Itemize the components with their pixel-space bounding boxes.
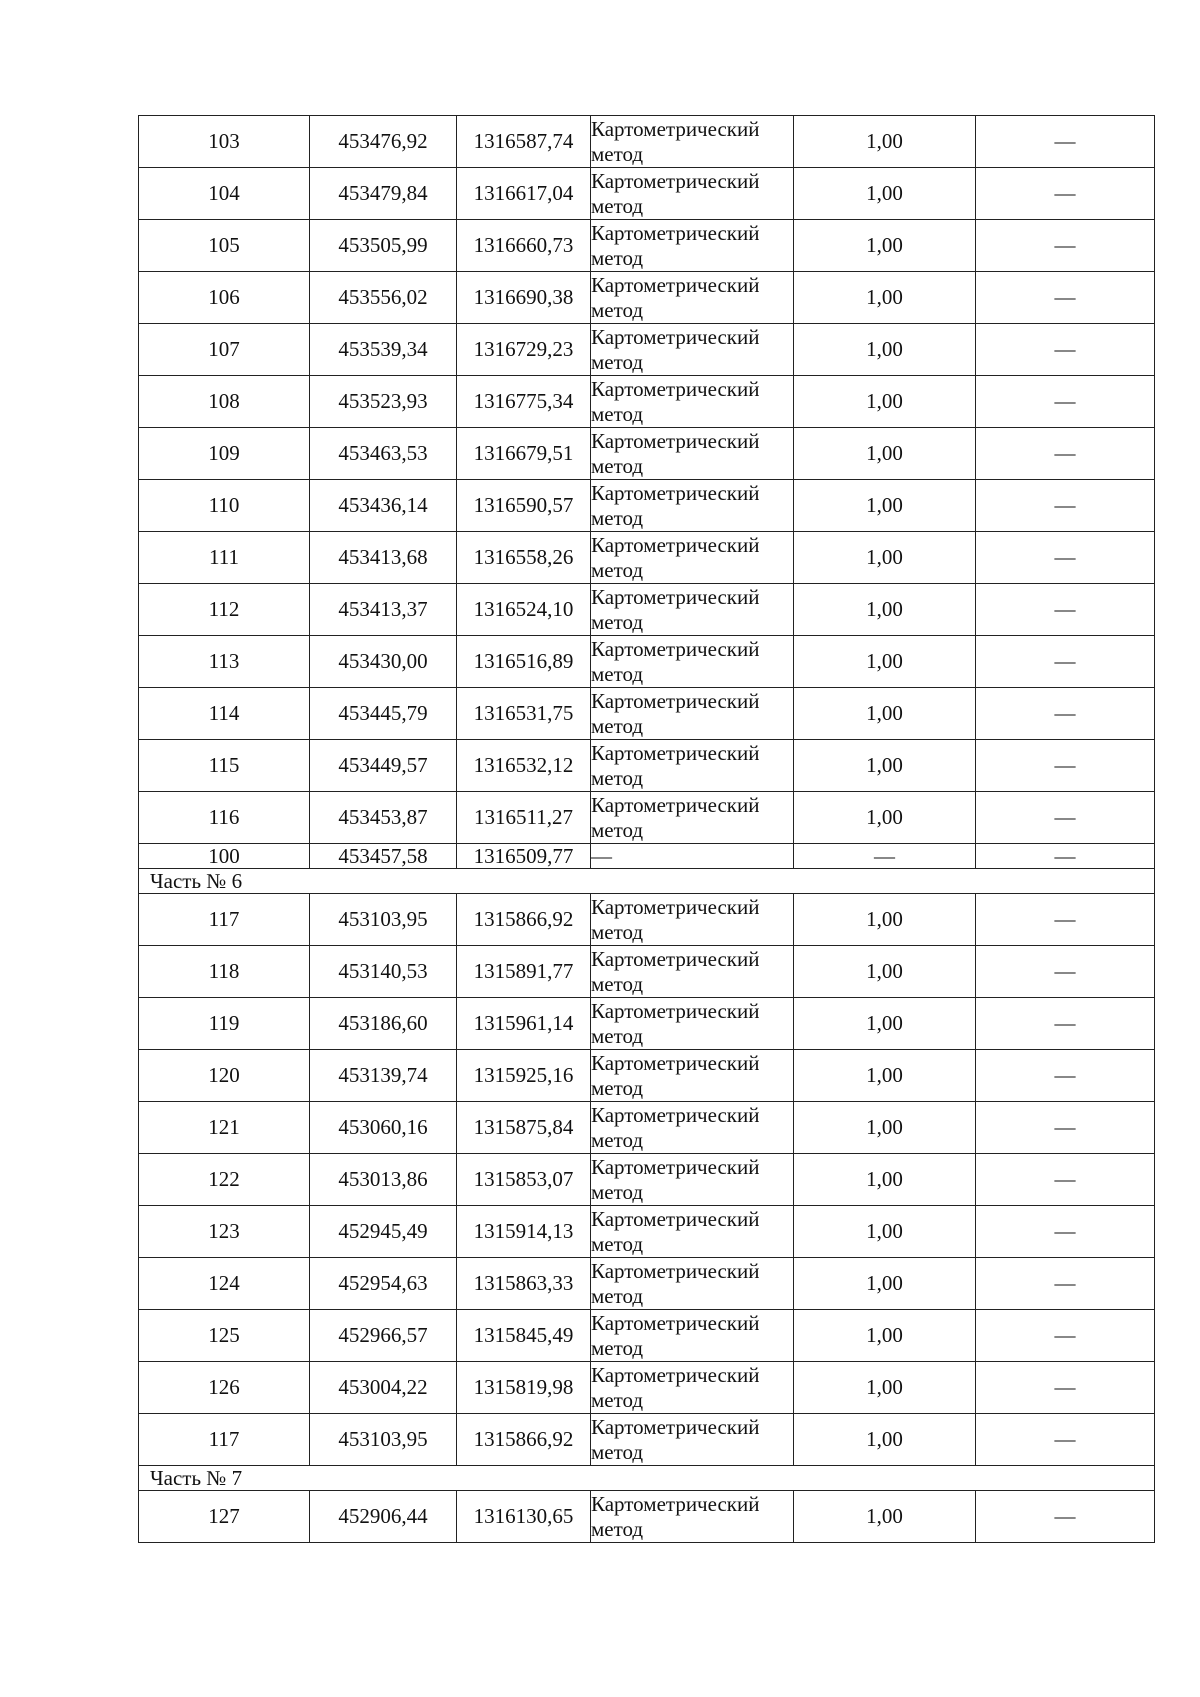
method-line1: Картометрический — [591, 946, 760, 971]
method-line2: метод — [591, 971, 644, 996]
point-number-cell: 111 — [139, 532, 310, 584]
method-line1: Картометрический — [591, 1310, 760, 1335]
accuracy-cell: — — [794, 844, 976, 869]
method-line2: метод — [591, 1023, 644, 1048]
method-line2: метод — [591, 453, 644, 478]
table-row — [139, 1362, 1155, 1414]
table-row — [139, 1154, 1155, 1206]
point-number-cell: 117 — [139, 1414, 310, 1466]
coordinates-table — [138, 115, 1155, 1543]
table-row — [139, 376, 1155, 428]
method-line1: Картометрический — [591, 272, 760, 297]
accuracy-cell: 1,00 — [794, 1491, 976, 1543]
part-header-row — [139, 1466, 1155, 1491]
y-coordinate-cell: 1316531,75 — [457, 688, 591, 740]
method-line2: метод — [591, 141, 644, 166]
point-number-cell: 124 — [139, 1258, 310, 1310]
method-line1: Картометрический — [591, 1206, 760, 1231]
table-row — [139, 272, 1155, 324]
accuracy-cell: 1,00 — [794, 272, 976, 324]
table-row — [139, 480, 1155, 532]
method-cell — [591, 792, 794, 844]
method-cell — [591, 1414, 794, 1466]
point-number-cell: 113 — [139, 636, 310, 688]
description-cell: — — [976, 116, 1155, 168]
point-number-cell: 106 — [139, 272, 310, 324]
part-label: Часть № 6 — [139, 869, 1155, 894]
description-cell: — — [976, 792, 1155, 844]
description-cell: — — [976, 1491, 1155, 1543]
x-coordinate-cell: 453413,37 — [310, 584, 457, 636]
point-number-cell: 103 — [139, 116, 310, 168]
method-line1: Картометрический — [591, 428, 760, 453]
method-line2: метод — [591, 1335, 644, 1360]
method-cell — [591, 116, 794, 168]
table-row — [139, 584, 1155, 636]
x-coordinate-cell: 453445,79 — [310, 688, 457, 740]
method-line1: Картометрический — [591, 1258, 760, 1283]
method-cell — [591, 168, 794, 220]
point-number-cell: 126 — [139, 1362, 310, 1414]
method-cell — [591, 376, 794, 428]
y-coordinate-cell: 1316775,34 — [457, 376, 591, 428]
method-line1: Картометрический — [591, 1050, 760, 1075]
description-cell: — — [976, 740, 1155, 792]
point-number-cell: 109 — [139, 428, 310, 480]
y-coordinate-cell: 1316660,73 — [457, 220, 591, 272]
method-line1: Картометрический — [591, 1491, 760, 1516]
y-coordinate-cell: 1316617,04 — [457, 168, 591, 220]
method-line1: Картометрический — [591, 998, 760, 1023]
x-coordinate-cell: 452954,63 — [310, 1258, 457, 1310]
y-coordinate-cell: 1316516,89 — [457, 636, 591, 688]
method-line2: метод — [591, 1179, 644, 1204]
method-line2: метод — [591, 713, 644, 738]
method-line1: Картометрический — [591, 1362, 760, 1387]
method-line2: метод — [591, 661, 644, 686]
table-row — [139, 1102, 1155, 1154]
x-coordinate-cell: 453013,86 — [310, 1154, 457, 1206]
accuracy-cell: 1,00 — [794, 636, 976, 688]
method-cell — [591, 324, 794, 376]
table-row — [139, 532, 1155, 584]
y-coordinate-cell: 1315925,16 — [457, 1050, 591, 1102]
description-cell: — — [976, 480, 1155, 532]
point-number-cell: 119 — [139, 998, 310, 1050]
point-number-cell: 100 — [139, 844, 310, 869]
method-line2: метод — [591, 1516, 644, 1541]
part-header-row — [139, 869, 1155, 894]
point-number-cell: 110 — [139, 480, 310, 532]
method-cell — [591, 1258, 794, 1310]
table-row — [139, 946, 1155, 998]
method-line2: метод — [591, 401, 644, 426]
method-cell — [591, 844, 794, 869]
method-cell — [591, 688, 794, 740]
method-line2: метод — [591, 1439, 644, 1464]
point-number-cell: 127 — [139, 1491, 310, 1543]
x-coordinate-cell: 453476,92 — [310, 116, 457, 168]
y-coordinate-cell: 1315875,84 — [457, 1102, 591, 1154]
y-coordinate-cell: 1316587,74 — [457, 116, 591, 168]
x-coordinate-cell: 453140,53 — [310, 946, 457, 998]
table-row — [139, 1310, 1155, 1362]
accuracy-cell: 1,00 — [794, 324, 976, 376]
method-line2: метод — [591, 1387, 644, 1412]
y-coordinate-cell: 1315914,13 — [457, 1206, 591, 1258]
x-coordinate-cell: 453186,60 — [310, 998, 457, 1050]
method-line2: метод — [591, 1127, 644, 1152]
description-cell: — — [976, 324, 1155, 376]
accuracy-cell: 1,00 — [794, 428, 976, 480]
description-cell: — — [976, 272, 1155, 324]
method-line1: Картометрический — [591, 636, 760, 661]
method-line2: метод — [591, 1231, 644, 1256]
x-coordinate-cell: 453139,74 — [310, 1050, 457, 1102]
method-line1: — — [591, 844, 612, 868]
method-line1: Картометрический — [591, 584, 760, 609]
x-coordinate-cell: 453556,02 — [310, 272, 457, 324]
method-cell — [591, 1154, 794, 1206]
description-cell: — — [976, 844, 1155, 869]
point-number-cell: 104 — [139, 168, 310, 220]
method-line1: Картометрический — [591, 376, 760, 401]
method-line2: метод — [591, 609, 644, 634]
x-coordinate-cell: 453479,84 — [310, 168, 457, 220]
method-line1: Картометрический — [591, 792, 760, 817]
method-cell — [591, 636, 794, 688]
description-cell: — — [976, 584, 1155, 636]
x-coordinate-cell: 453457,58 — [310, 844, 457, 869]
part-label: Часть № 7 — [139, 1466, 1155, 1491]
method-line1: Картометрический — [591, 168, 760, 193]
y-coordinate-cell: 1316729,23 — [457, 324, 591, 376]
accuracy-cell: 1,00 — [794, 1362, 976, 1414]
accuracy-cell: 1,00 — [794, 998, 976, 1050]
y-coordinate-cell: 1316130,65 — [457, 1491, 591, 1543]
accuracy-cell: 1,00 — [794, 688, 976, 740]
x-coordinate-cell: 453463,53 — [310, 428, 457, 480]
description-cell: — — [976, 168, 1155, 220]
description-cell: — — [976, 1050, 1155, 1102]
y-coordinate-cell: 1316511,27 — [457, 792, 591, 844]
x-coordinate-cell: 453449,57 — [310, 740, 457, 792]
description-cell: — — [976, 1362, 1155, 1414]
accuracy-cell: 1,00 — [794, 376, 976, 428]
description-cell: — — [976, 894, 1155, 946]
accuracy-cell: 1,00 — [794, 894, 976, 946]
table-row — [139, 428, 1155, 480]
description-cell: — — [976, 1206, 1155, 1258]
table-row — [139, 688, 1155, 740]
accuracy-cell: 1,00 — [794, 1414, 976, 1466]
method-line2: метод — [591, 1075, 644, 1100]
method-cell — [591, 532, 794, 584]
x-coordinate-cell: 453103,95 — [310, 1414, 457, 1466]
x-coordinate-cell: 453436,14 — [310, 480, 457, 532]
method-line1: Картометрический — [591, 688, 760, 713]
method-line2: метод — [591, 1283, 644, 1308]
x-coordinate-cell: 453413,68 — [310, 532, 457, 584]
point-number-cell: 105 — [139, 220, 310, 272]
accuracy-cell: 1,00 — [794, 740, 976, 792]
y-coordinate-cell: 1316524,10 — [457, 584, 591, 636]
method-line2: метод — [591, 557, 644, 582]
x-coordinate-cell: 452945,49 — [310, 1206, 457, 1258]
accuracy-cell: 1,00 — [794, 1310, 976, 1362]
method-cell — [591, 584, 794, 636]
y-coordinate-cell: 1315866,92 — [457, 1414, 591, 1466]
y-coordinate-cell: 1315863,33 — [457, 1258, 591, 1310]
accuracy-cell: 1,00 — [794, 480, 976, 532]
y-coordinate-cell: 1315819,98 — [457, 1362, 591, 1414]
accuracy-cell: 1,00 — [794, 1206, 976, 1258]
point-number-cell: 112 — [139, 584, 310, 636]
method-line2: метод — [591, 193, 644, 218]
point-number-cell: 118 — [139, 946, 310, 998]
table-row — [139, 1050, 1155, 1102]
method-line1: Картометрический — [591, 532, 760, 557]
accuracy-cell: 1,00 — [794, 168, 976, 220]
accuracy-cell: 1,00 — [794, 946, 976, 998]
description-cell: — — [976, 428, 1155, 480]
description-cell: — — [976, 688, 1155, 740]
y-coordinate-cell: 1315891,77 — [457, 946, 591, 998]
x-coordinate-cell: 453539,34 — [310, 324, 457, 376]
method-cell — [591, 1362, 794, 1414]
method-line2: метод — [591, 297, 644, 322]
coordinates-table-body — [139, 116, 1155, 1543]
x-coordinate-cell: 453004,22 — [310, 1362, 457, 1414]
y-coordinate-cell: 1315853,07 — [457, 1154, 591, 1206]
method-line2: метод — [591, 349, 644, 374]
table-row — [139, 1206, 1155, 1258]
point-number-cell: 107 — [139, 324, 310, 376]
table-row — [139, 168, 1155, 220]
table-row — [139, 792, 1155, 844]
description-cell: — — [976, 1310, 1155, 1362]
point-number-cell: 108 — [139, 376, 310, 428]
method-line1: Картометрический — [591, 1154, 760, 1179]
table-row — [139, 220, 1155, 272]
point-number-cell: 123 — [139, 1206, 310, 1258]
accuracy-cell: 1,00 — [794, 116, 976, 168]
table-row — [139, 894, 1155, 946]
point-number-cell: 116 — [139, 792, 310, 844]
description-cell: — — [976, 636, 1155, 688]
method-line1: Картометрический — [591, 220, 760, 245]
y-coordinate-cell: 1316532,12 — [457, 740, 591, 792]
method-line2: метод — [591, 817, 644, 842]
table-row — [139, 324, 1155, 376]
x-coordinate-cell: 453060,16 — [310, 1102, 457, 1154]
description-cell: — — [976, 1258, 1155, 1310]
point-number-cell: 115 — [139, 740, 310, 792]
table-row — [139, 1258, 1155, 1310]
method-cell — [591, 1206, 794, 1258]
y-coordinate-cell: 1316690,38 — [457, 272, 591, 324]
description-cell: — — [976, 532, 1155, 584]
accuracy-cell: 1,00 — [794, 792, 976, 844]
method-line1: Картометрический — [591, 1102, 760, 1127]
table-row — [139, 740, 1155, 792]
method-cell — [591, 998, 794, 1050]
method-cell — [591, 1310, 794, 1362]
description-cell: — — [976, 1414, 1155, 1466]
accuracy-cell: 1,00 — [794, 1154, 976, 1206]
x-coordinate-cell: 453103,95 — [310, 894, 457, 946]
table-row — [139, 1414, 1155, 1466]
accuracy-cell: 1,00 — [794, 584, 976, 636]
y-coordinate-cell: 1316590,57 — [457, 480, 591, 532]
x-coordinate-cell: 453430,00 — [310, 636, 457, 688]
y-coordinate-cell: 1315961,14 — [457, 998, 591, 1050]
x-coordinate-cell: 453523,93 — [310, 376, 457, 428]
description-cell: — — [976, 220, 1155, 272]
table-row — [139, 1491, 1155, 1543]
point-number-cell: 120 — [139, 1050, 310, 1102]
accuracy-cell: 1,00 — [794, 1050, 976, 1102]
method-cell — [591, 946, 794, 998]
point-number-cell: 121 — [139, 1102, 310, 1154]
y-coordinate-cell: 1315845,49 — [457, 1310, 591, 1362]
method-line2: метод — [591, 765, 644, 790]
method-cell — [591, 1102, 794, 1154]
method-cell — [591, 272, 794, 324]
point-number-cell: 114 — [139, 688, 310, 740]
description-cell: — — [976, 1154, 1155, 1206]
point-number-cell: 122 — [139, 1154, 310, 1206]
table-row — [139, 636, 1155, 688]
accuracy-cell: 1,00 — [794, 532, 976, 584]
method-cell — [591, 1491, 794, 1543]
y-coordinate-cell: 1315866,92 — [457, 894, 591, 946]
method-line2: метод — [591, 919, 644, 944]
method-line1: Картометрический — [591, 894, 760, 919]
method-line1: Картометрический — [591, 1414, 760, 1439]
x-coordinate-cell: 453453,87 — [310, 792, 457, 844]
table-row — [139, 116, 1155, 168]
method-line1: Картометрический — [591, 740, 760, 765]
description-cell: — — [976, 998, 1155, 1050]
method-line2: метод — [591, 505, 644, 530]
x-coordinate-cell: 453505,99 — [310, 220, 457, 272]
table-row — [139, 844, 1155, 869]
method-cell — [591, 480, 794, 532]
accuracy-cell: 1,00 — [794, 220, 976, 272]
description-cell: — — [976, 946, 1155, 998]
y-coordinate-cell: 1316558,26 — [457, 532, 591, 584]
point-number-cell: 125 — [139, 1310, 310, 1362]
method-line1: Картометрический — [591, 116, 760, 141]
y-coordinate-cell: 1316509,77 — [457, 844, 591, 869]
method-line1: Картометрический — [591, 480, 760, 505]
point-number-cell: 117 — [139, 894, 310, 946]
description-cell: — — [976, 376, 1155, 428]
accuracy-cell: 1,00 — [794, 1102, 976, 1154]
y-coordinate-cell: 1316679,51 — [457, 428, 591, 480]
description-cell: — — [976, 1102, 1155, 1154]
accuracy-cell: 1,00 — [794, 1258, 976, 1310]
method-cell — [591, 740, 794, 792]
method-line2: метод — [591, 245, 644, 270]
x-coordinate-cell: 452966,57 — [310, 1310, 457, 1362]
method-cell — [591, 428, 794, 480]
method-line1: Картометрический — [591, 324, 760, 349]
method-cell — [591, 220, 794, 272]
method-cell — [591, 1050, 794, 1102]
x-coordinate-cell: 452906,44 — [310, 1491, 457, 1543]
method-cell — [591, 894, 794, 946]
table-row — [139, 998, 1155, 1050]
